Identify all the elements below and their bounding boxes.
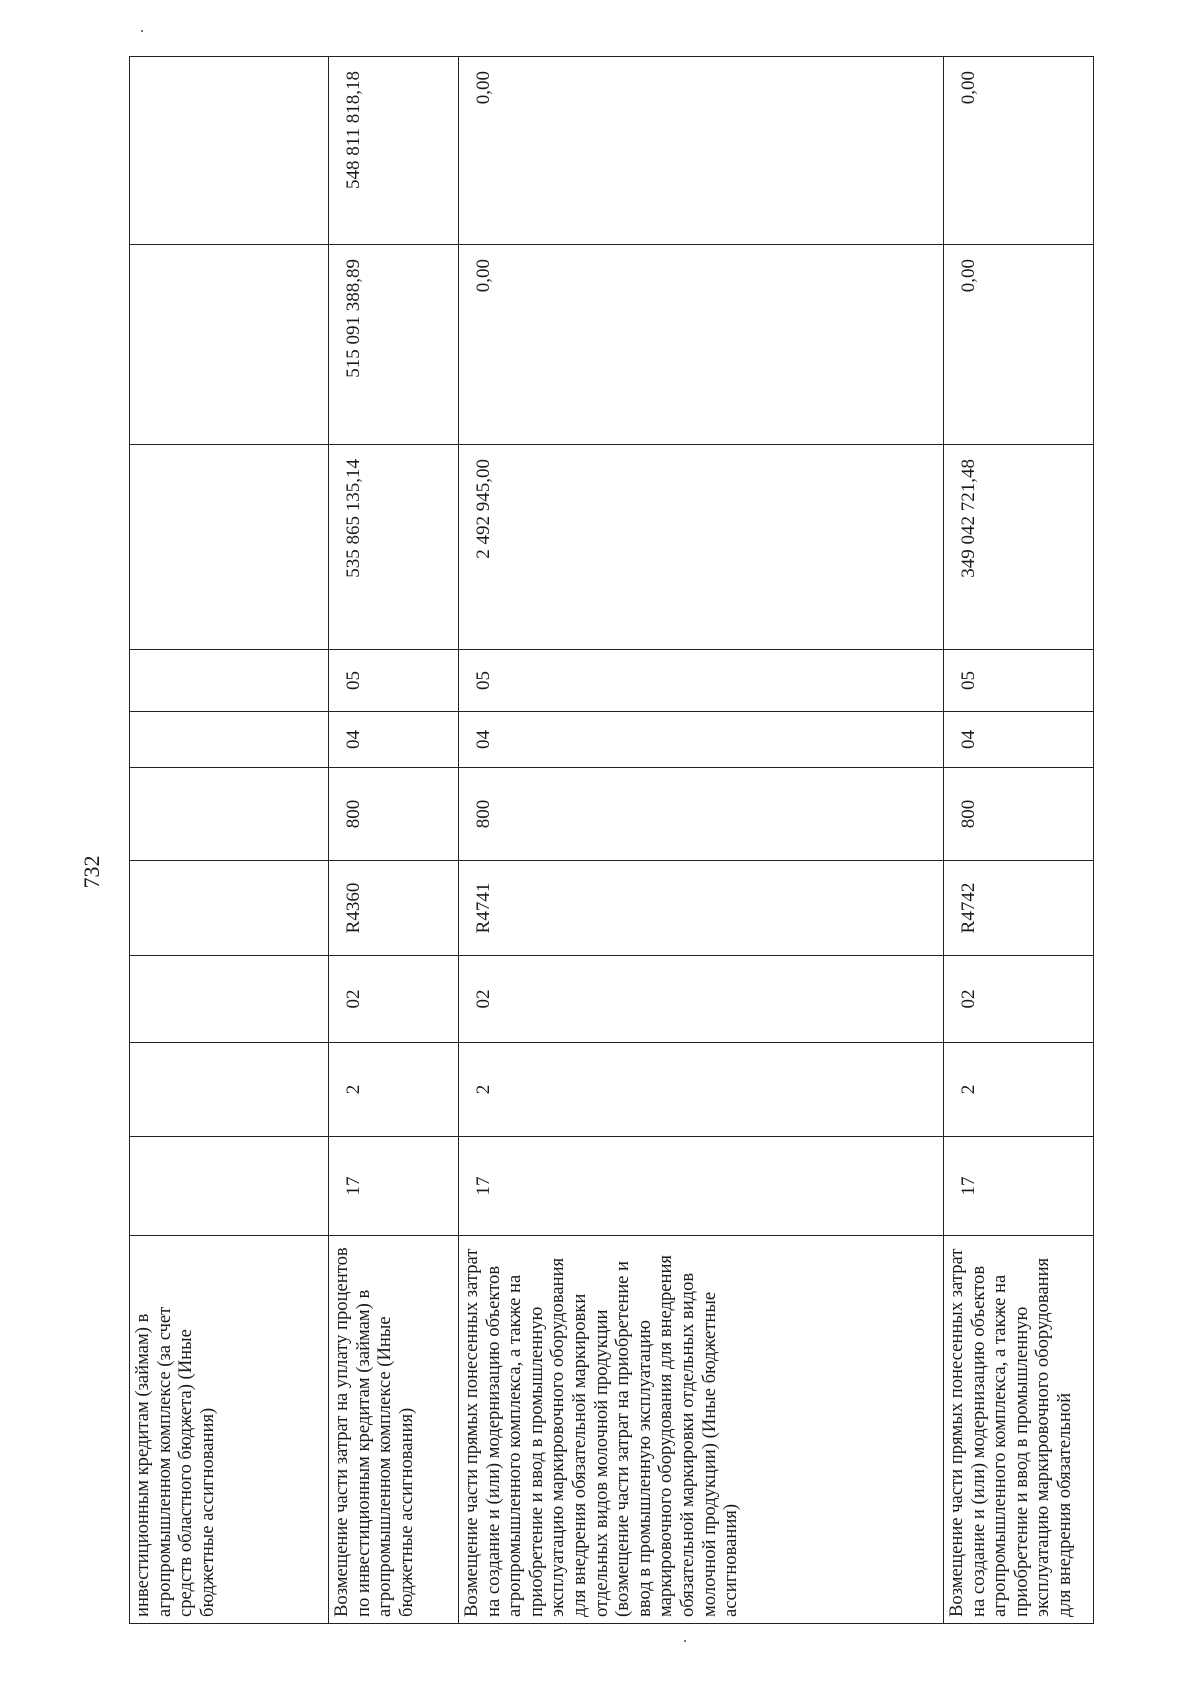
row-name: Возмещение части затрат на уплату процентов по инвестиционным кредитам (займам) в агропромышленном комплексе (Иные бюджетные ассигнования) — [329, 1236, 459, 1624]
cell-amount-year2: 515 091 388,89 — [329, 245, 459, 445]
cell-event — [130, 956, 329, 1043]
cell-amount-year1: 2 492 945,00 — [459, 445, 944, 650]
cell-subsection: 05 — [944, 650, 1094, 712]
table-row — [459, 57, 944, 1624]
cell-direction: R4742 — [944, 861, 1094, 956]
cell-expense-type: 800 — [329, 768, 459, 861]
cell-amount-year1: 535 865 135,14 — [329, 445, 459, 650]
cell-expense-type — [130, 768, 329, 861]
cell-program — [130, 1137, 329, 1236]
row-name: Возмещение части прямых понесенных затрат на создание и (или) модернизацию объектов агропромышленного комплекса, а также на приобретение и ввод в промышленную эксплуатацию маркировочного оборудования для внедрения обязательной маркировки отдельных видов молочной продукции (возмещение части затрат на приобретение и ввод в промышленную эксплуатацию маркировочного оборудования для внедрения обязательной маркировки отдельных видов молочной продукции) (Иные бюджетные ассигнования) — [459, 1236, 944, 1624]
table-row — [130, 57, 329, 1624]
cell-subprogram: 2 — [944, 1043, 1094, 1137]
budget-table — [129, 56, 1094, 1624]
cell-amount-year1: 349 042 721,48 — [944, 445, 1094, 650]
cell-amount-year3: 0,00 — [944, 57, 1094, 245]
cell-program: 17 — [944, 1137, 1094, 1236]
cell-subprogram — [130, 1043, 329, 1137]
budget-table-container — [129, 57, 1093, 1624]
cell-program: 17 — [459, 1137, 944, 1236]
rotated-table-area — [129, 57, 1093, 1624]
scan-speck — [684, 1640, 686, 1642]
cell-amount-year3: 0,00 — [459, 57, 944, 245]
table-row — [329, 57, 459, 1624]
cell-expense-type: 800 — [459, 768, 944, 861]
cell-amount-year2: 0,00 — [944, 245, 1094, 445]
cell-direction — [130, 861, 329, 956]
cell-subprogram: 2 — [329, 1043, 459, 1137]
cell-subsection: 05 — [329, 650, 459, 712]
cell-section: 04 — [944, 712, 1094, 768]
cell-section: 04 — [329, 712, 459, 768]
cell-event: 02 — [459, 956, 944, 1043]
cell-subsection: 05 — [459, 650, 944, 712]
scan-speck — [141, 30, 143, 32]
cell-direction: R4741 — [459, 861, 944, 956]
cell-subprogram: 2 — [459, 1043, 944, 1137]
row-name: инвестиционным кредитам (займам) в агропромышленном комплексе (за счет средств областного бюджета) (Иные бюджетные ассигнования) — [130, 1236, 329, 1624]
row-name: Возмещение части прямых понесенных затрат на создание и (или) модернизацию объектов агропромышленного комплекса, а также на приобретение и ввод в промышленную эксплуатацию маркировочного оборудования для внедрения обязательной — [944, 1236, 1094, 1624]
cell-section — [130, 712, 329, 768]
cell-amount-year3 — [130, 57, 329, 245]
cell-amount-year3: 548 811 818,18 — [329, 57, 459, 245]
cell-subsection — [130, 650, 329, 712]
cell-expense-type: 800 — [944, 768, 1094, 861]
cell-amount-year1 — [130, 445, 329, 650]
cell-amount-year2 — [130, 245, 329, 445]
cell-direction: R4360 — [329, 861, 459, 956]
cell-event: 02 — [944, 956, 1094, 1043]
cell-event: 02 — [329, 956, 459, 1043]
cell-program: 17 — [329, 1137, 459, 1236]
table-row — [944, 57, 1094, 1624]
cell-amount-year2: 0,00 — [459, 245, 944, 445]
page-number: 732 — [79, 855, 104, 889]
cell-section: 04 — [459, 712, 944, 768]
